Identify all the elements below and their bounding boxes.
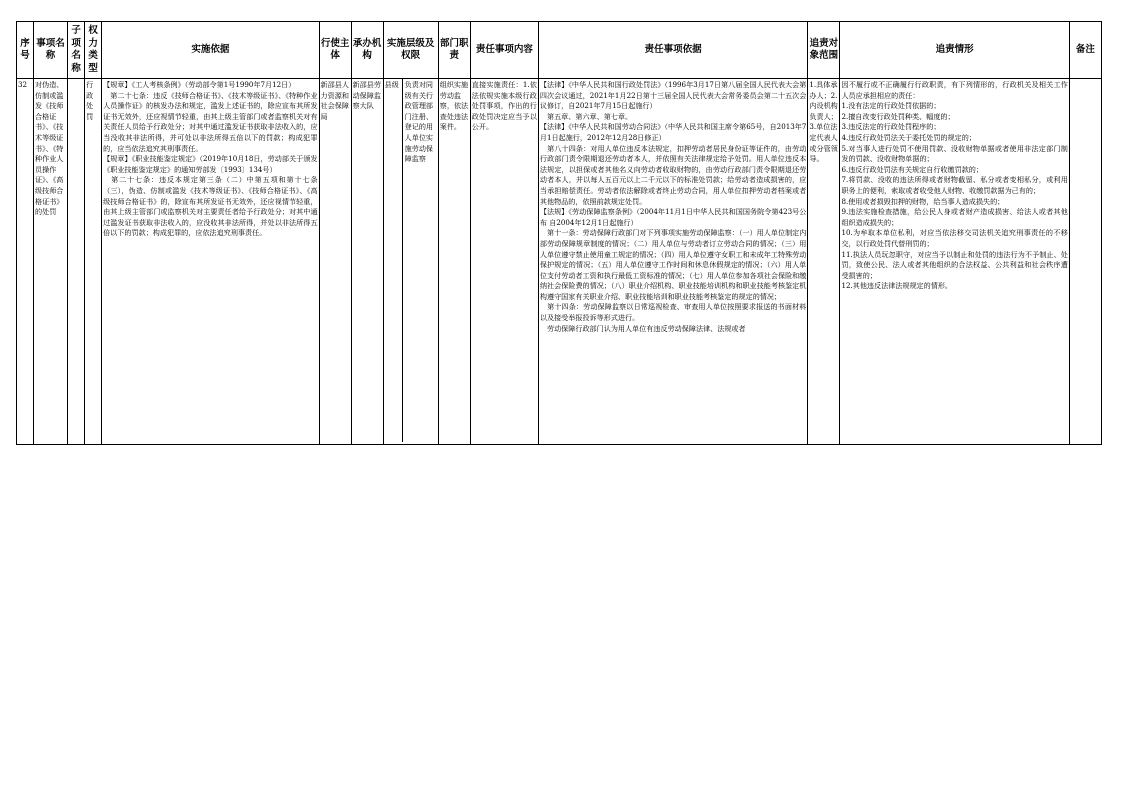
cell-scope: 1.具体承办人；2.内设机构负责人；3.单位法定代表人或分管领导。 [808, 79, 840, 445]
header-duty-content: 责任事项内容 [470, 22, 538, 79]
level-label: 县级 [384, 80, 399, 89]
header-remark: 备注 [1069, 22, 1101, 79]
header-seq: 序号 [17, 22, 34, 79]
situation-item: 9.违法实施检查措施，给公民人身或者财产造成损害、给法人或者其他组织造成损失的； [841, 207, 1068, 227]
duty-basis-para: 第五章、第六章、第七章。 [539, 111, 633, 121]
duty-list-table [16, 21, 1102, 445]
header-scope: 追责对象范围 [808, 22, 840, 79]
header-row [17, 22, 1102, 79]
situation-item: 11.执法人员玩忽职守，对应当予以制止和处罚的违法行为不予制止、处罚，致使公民、法人或者其他组织的合法权益、公共利益和社会秩序遭受损害的； [841, 249, 1068, 280]
header-dept-duty: 部门职责 [438, 22, 470, 79]
basis-para: 【规章】《工人考核条例》（劳动部令第1号1990年7月12日） [103, 80, 296, 89]
header-org: 承办机构 [351, 22, 383, 79]
cell-duty-basis [538, 79, 807, 445]
cell-basis [102, 79, 319, 445]
basis-para: 【规章】《职业技能鉴定规定》（2019年10月18日，劳动部关于颁发《职业技能鉴定规定》的通知劳部发〔1993〕134号） [103, 154, 318, 174]
level-power: 负责对同级有关行政管理部门注册、登记的用人单位实施劳动保障监察 [402, 79, 438, 442]
cell-level [383, 79, 438, 445]
situation-item: 5.对当事人进行处罚不使用罚款、没收财物单据或者使用非法定部门制发的罚款、没收财物单据的； [841, 143, 1068, 164]
cell-duty-content: 直接实施责任：1.依法依规实施本级行政处罚事项，作出的行政处罚决定应当予以公开。 [470, 79, 538, 445]
duty-basis-para: 第八十四条：对用人单位违反本法规定，扣押劳动者居民身份证等证件的，由劳动行政部门责令限期退还劳动者本人，并依照有关法律规定给予处罚。用人单位违反本法规定，以担保或者其他名义向劳动者收取财物的，由劳动行政部门责令限期退还劳动者本人，并以每人五百元以上二千元以下的标准处罚款；给劳动者造成损害的，应当承担赔偿责任。劳动者依法解除或者终止劳动合同，用人单位扣押劳动者档案或者其他物品的，依照前款规定处罚。 [539, 143, 807, 206]
header-level: 实施层级及权限 [383, 22, 438, 79]
duty-basis-para: 【法规】《劳动保障监察条例》（2004年11月1日中华人民共和国国务院令第423号公布 自2004年12月1日起施行） [539, 207, 807, 227]
cell-situation [840, 79, 1069, 445]
duty-basis-para: 劳动保障行政部门认为用人单位有违反劳动保障法律、法规或者 [539, 323, 746, 333]
cell-item-name: 对伪造、仿制或滥发《技师合格证书》、《技术等级证书》、《特种作业人员操作证》、《高级技师合格证书》的处罚 [34, 79, 68, 445]
duty-basis-para: 第十一条：劳动保障行政部门对下列事项实施劳动保障监察：（一）用人单位制定内部劳动保障规章制度的情况；（二）用人单位与劳动者订立劳动合同的情况；（三）用人单位遵守禁止使用童工规定的情况；（四）用人单位遵守女职工和未成年工特殊劳动保护规定的情况；（五）用人单位遵守工作时间和休息休假规定的情况；（六）用人单位支付劳动者工资和执行最低工资标准的情况；（七）用人单位参加各项社会保险和缴纳社会保险费的情况；（八）职业介绍机构、职业技能培训机构和职业技能考核鉴定机构遵守国家有关职业介绍、职业技能培训和职业技能考核鉴定的规定的情况； [539, 228, 807, 301]
situation-item: 2.擅自改变行政处罚种类、幅度的； [841, 111, 955, 121]
header-power-type: 权力类型 [85, 22, 102, 79]
header-situation: 追责情形 [840, 22, 1069, 79]
header-basis: 实施依据 [102, 22, 319, 79]
situation-item: 4.违反行政处罚法关于委托处罚的规定的； [841, 132, 976, 142]
situation-item: 3.违反法定的行政处罚程序的； [841, 122, 941, 132]
cell-subject: 新邵县人力资源和社会保障局 [319, 79, 351, 445]
basis-para: 第二十七条：违反本规定第三条（二）中第五项和第十七条（三），伪造、仿制或滥发《技术等级证书》、《技师合格证书》、《高级技师合格证书》的，除宣布其所发证书无效外，还应视情节轻重，由其上级主管部门或监察机关对主要责任者给予行政处分；对其中通过滥发证书获取非法收入的，应没收其非法所得，并处以非法所得五倍以下的罚款；构成犯罪的，应依法追究刑事责任。 [103, 175, 318, 238]
cell-sub-item [68, 79, 85, 445]
cell-power-type: 行政处罚 [85, 79, 102, 445]
cell-org: 新邵县劳动保障监察大队 [351, 79, 383, 445]
header-item-name: 事项名称 [34, 22, 68, 79]
table-row [17, 79, 1102, 445]
situation-item: 10.为牟取本单位私利，对应当依法移交司法机关追究刑事责任的不移交，以行政处罚代替刑罚的； [841, 228, 1068, 248]
situation-item: 1.没有法定的行政处罚依据的； [841, 101, 941, 111]
situation-item: 7.将罚款、没收的违法所得或者财物截留、私分或者变相私分，或利用职务上的便利，索取或者收受他人财物、收缴罚款据为己有的； [841, 175, 1068, 195]
header-sub-item: 子项名称 [68, 22, 85, 79]
situation-item: 12.其他违反法律法规规定的情形。 [841, 281, 953, 291]
situation-item: 8.使用或者损毁扣押的财物，给当事人造成损失的； [841, 196, 1005, 206]
duty-basis-para: 【法律】《中华人民共和国行政处罚法》（1996年3月17日第八届全国人民代表大会第四次会议通过，2021年1月22日第十三届全国人民代表大会常务委员会第二十五次会议修订，自2021年7月15日起施行） [539, 80, 807, 111]
duty-basis-para: 【法律】《中华人民共和国劳动合同法》（中华人民共和国主席令第65号，自2013年7月1日起施行，2012年12月28日修正） [539, 122, 807, 142]
header-subject: 行使主体 [319, 22, 351, 79]
situation-item: 因不履行或不正确履行行政职责，有下列情形的，行政机关及相关工作人员应承担相应的责任： [841, 80, 1068, 100]
cell-remark [1069, 79, 1101, 445]
duty-basis-para: 第十四条：劳动保障监察以日常巡视检查、审查用人单位按照要求报送的书面材料以及接受举报投诉等形式进行。 [539, 302, 807, 323]
cell-dept-duty: 组织实施劳动监察，依法查处违法案件。 [438, 79, 470, 445]
header-duty-basis: 责任事项依据 [538, 22, 807, 79]
situation-item: 6.违反行政处罚法有关规定自行收缴罚款的； [841, 164, 983, 174]
cell-seq: 32 [17, 79, 34, 445]
basis-para: 第二十七条：违反《技师合格证书》、《技术等级证书》、《特种作业人员操作证》的核发办法和规定，滥发上述证书的，除应宣布其所发证书无效外，还应视情节轻重，由其上级主管部门或者监察机关对有关责任人员给予行政处分；对其中通过滥发证书获取非法收入的，应当没收其非法所得，并可处以非法所得五倍以下的罚款；构成犯罪的，应当依法追究其刑事责任。 [103, 90, 318, 153]
